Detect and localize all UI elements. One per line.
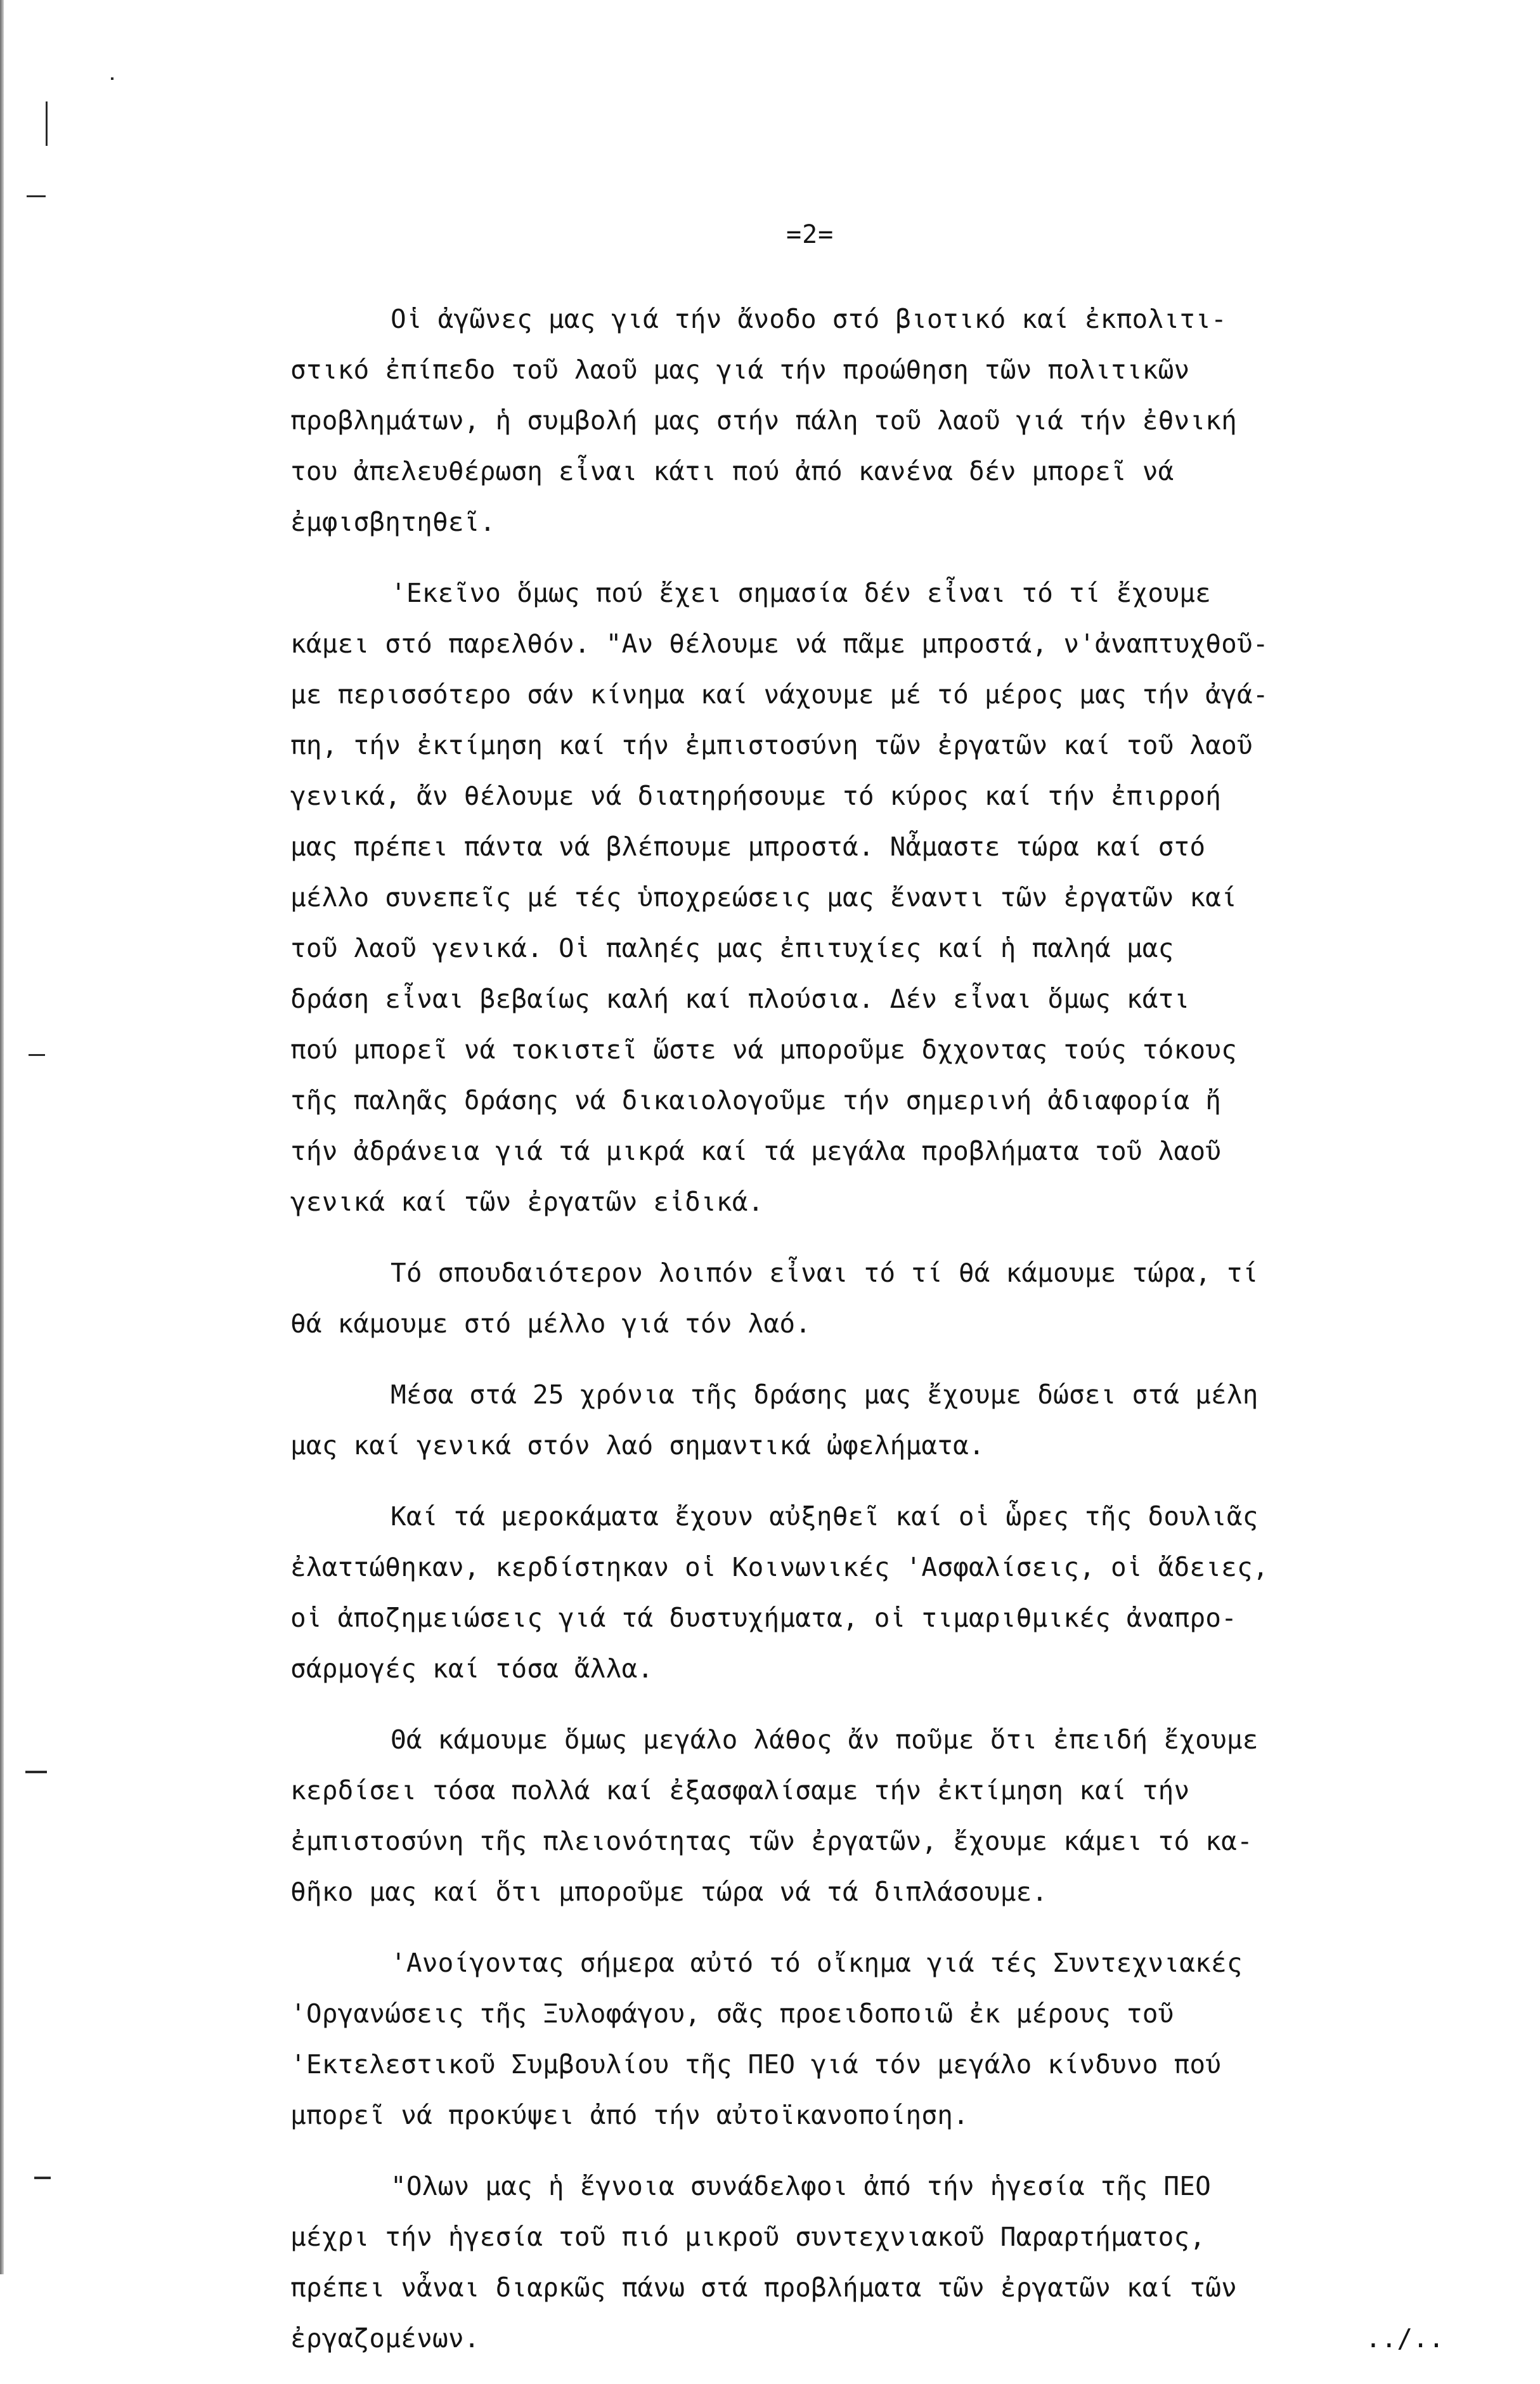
text-line: ἐργαζομένων. [290, 2323, 480, 2354]
text-line: Μέσα στά 25 χρόνια τῆς δράσης μας ἔχουμε δώσει στά μέλη [391, 1379, 1259, 1410]
text-line: πη, τήν ἐκτίμηση καί τήν ἐμπιστοσύνη τῶν ἐργατῶν καί τοῦ λαοῦ [290, 730, 1253, 760]
scan-mark [25, 1771, 47, 1773]
text-line: πρέπει νἆναι διαρκῶς πάνω στά προβλήματα τῶν ἐργατῶν καί τῶν [290, 2272, 1238, 2303]
text-line: τῆς παληᾶς δράσης νά δικαιολογοῦμε τήν σημερινή ἀδιαφορία ἤ [290, 1085, 1222, 1116]
text-line: 'Οργανώσεις τῆς Ξυλοφάγου, σᾶς προειδοποιῶ ἐκ μέρους τοῦ [290, 1998, 1174, 2029]
text-line: πού μπορεῖ νά τοκιστεῖ ὥστε νά μποροῦμε δχχοντας τούς τόκους [290, 1034, 1238, 1065]
text-line: Οἱ ἀγῶνες μας γιά τήν ἄνοδο στό βιοτικό καί ἐκπολιτι- [391, 304, 1227, 334]
text-line: μας καί γενικά στόν λαό σημαντικά ὠφελήματα. [290, 1430, 985, 1461]
text-line: γενικά, ἄν θέλουμε νά διατηρήσουμε τό κύρος καί τήν ἐπιρροή [290, 781, 1222, 811]
text-line: δράση εἶναι βεβαίως καλή καί πλούσια. Δέν εἶναι ὅμως κάτι [290, 984, 1190, 1014]
paragraph-4 [290, 1369, 1514, 1471]
paragraph-2 [290, 568, 1514, 1227]
text-line: θῆκο μας καί ὅτι μποροῦμε τώρα νά τά διπλάσουμε. [290, 1877, 1048, 1907]
text-line: του ἀπελευθέρωση εἶναι κάτι πού ἀπό κανένα δέν μπορεῖ νά [290, 456, 1174, 486]
text-line: μέλλο συνεπεῖς μέ τές ὑποχρεώσεις μας ἔναντι τῶν ἐργατῶν καί [290, 882, 1238, 913]
text-line: στικό ἐπίπεδο τοῦ λαοῦ μας γιά τήν προώθηση τῶν πολιτικῶν [290, 355, 1190, 385]
text-line: προβλημάτων, ἡ συμβολή μας στήν πάλη τοῦ λαοῦ γιά τήν ἐθνική [290, 405, 1238, 436]
paragraph-3 [290, 1247, 1514, 1349]
text-line: 'Εκτελεστικοῦ Συμβουλίου τῆς ΠΕΟ γιά τόν μεγάλο κίνδυνο πού [290, 2049, 1222, 2080]
text-line: γενικά καί τῶν ἐργατῶν εἰδικά. [290, 1187, 764, 1217]
paragraph-7 [290, 1938, 1514, 2140]
scan-mark [46, 101, 48, 146]
scan-mark [27, 195, 46, 197]
text-line: τήν ἀδράνεια γιά τά μικρά καί τά μεγάλα προβλήματα τοῦ λαοῦ [290, 1136, 1222, 1166]
continuation-mark: ../.. [1365, 2323, 1444, 2354]
text-line: σάρμογές καί τόσα ἄλλα. [290, 1653, 654, 1684]
final-line [290, 2313, 1514, 2364]
text-line: 'Εκεῖνο ὅμως πού ἔχει σημασία δέν εἶναι τό τί ἔχουμε [391, 578, 1211, 608]
scan-mark [34, 2177, 51, 2179]
paragraph-5 [290, 1491, 1514, 1694]
text-line: ἐμπιστοσύνη τῆς πλειονότητας τῶν ἐργατῶν, ἔχουμε κάμει τό κα- [290, 1826, 1253, 1856]
text-line: οἱ ἀποζημειώσεις γιά τά δυστυχήματα, οἱ τιμαριθμικές ἀναπρο- [290, 1603, 1238, 1633]
scan-mark [111, 77, 113, 80]
paragraph-1 [290, 294, 1514, 547]
text-line: Τό σπουδαιότερον λοιπόν εἶναι τό τί θά κάμουμε τώρα, τί [391, 1258, 1259, 1288]
text-line: ἐμφισβητηθεῖ. [290, 507, 496, 537]
text-line: με περισσότερο σάν κίνημα καί νάχουμε μέ τό μέρος μας τήν ἀγά- [290, 679, 1269, 710]
text-line: τοῦ λαοῦ γενικά. Οἱ παληές μας ἐπιτυχίες καί ἡ παληά μας [290, 933, 1174, 963]
text-line: Θά κάμουμε ὅμως μεγάλο λάθος ἄν ποῦμε ὅτι ἐπειδή ἔχουμε [391, 1724, 1259, 1755]
text-line: μέχρι τήν ἡγεσία τοῦ πιό μικροῦ συντεχνιακοῦ Παραρτήματος, [290, 2222, 1206, 2252]
document-body [290, 294, 1514, 2384]
text-line: κάμει στό παρελθόν. "Αν θέλουμε νά πᾶμε μπροστά, ν'ἀναπτυχθοῦ- [290, 629, 1269, 659]
text-line: μας πρέπει πάντα νά βλέπουμε μπροστά. Νἆμαστε τώρα καί στό [290, 831, 1206, 862]
text-line: μπορεῖ νά προκύψει ἀπό τήν αὐτοϊκανοποίηση. [290, 2100, 969, 2130]
text-line: κερδίσει τόσα πολλά καί ἐξασφαλίσαμε τήν ἐκτίμηση καί τήν [290, 1775, 1190, 1806]
text-line: "Ολων μας ἡ ἔγνοια συνάδελφοι ἀπό τήν ἡγεσία τῆς ΠΕΟ [391, 2171, 1211, 2201]
text-line: ἐλαττώθηκαν, κερδίστηκαν οἱ Κοινωνικές 'Ασφαλίσεις, οἱ ἄδειες, [290, 1552, 1269, 1582]
paragraph-8 [290, 2161, 1514, 2364]
scan-mark [29, 1054, 45, 1056]
text-line: θά κάμουμε στό μέλλο γιά τόν λαό. [290, 1308, 812, 1339]
text-line: 'Ανοίγοντας σήμερα αὐτό τό οἴκημα γιά τές Συντεχνιακές [391, 1948, 1243, 1978]
scan-left-edge [0, 0, 4, 2274]
paragraph-6 [290, 1714, 1514, 1917]
text-line: Καί τά μεροκάματα ἔχουν αὐξηθεῖ καί οἱ ὧρες τῆς δουλιᾶς [391, 1501, 1259, 1532]
page-number: =2= [786, 220, 834, 249]
